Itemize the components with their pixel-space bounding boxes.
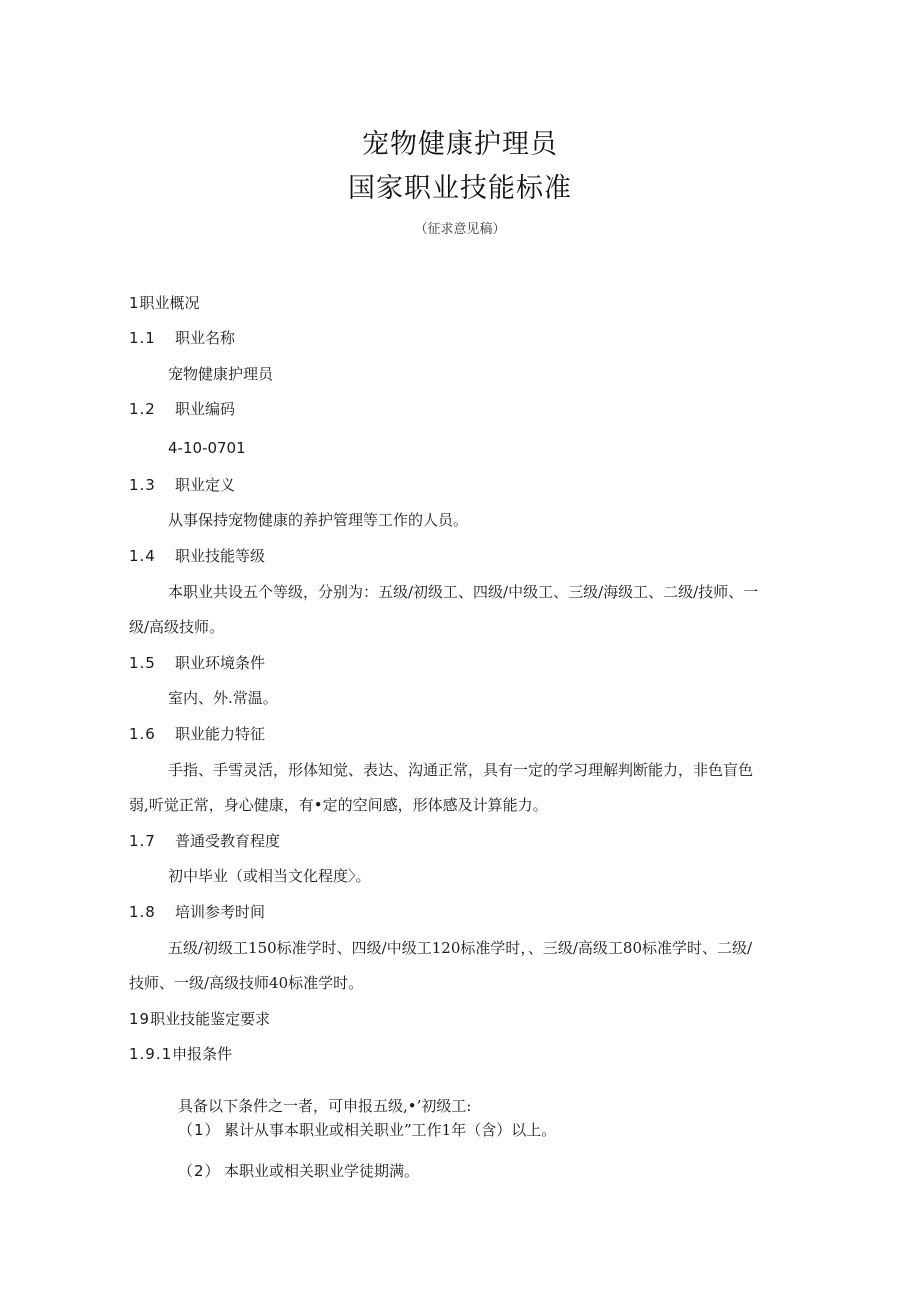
- section-number: 1.8: [129, 903, 156, 921]
- list-item: [178, 1161, 419, 1181]
- paragraph: 五级/初级工150标准学时、四级/中级工120标准学时，、三级/高级工80标准学时、二级/: [168, 939, 753, 957]
- list-item-text: 本职业或相关职业学徒期满。: [224, 1162, 420, 1180]
- section-heading: [129, 902, 265, 922]
- section-number: 1.7: [129, 832, 156, 850]
- section-label: 培训参考时间: [175, 903, 266, 921]
- section-heading: [129, 293, 200, 313]
- section-number: 1.3: [129, 476, 156, 494]
- section-number: 1: [129, 294, 140, 312]
- section-heading: [129, 724, 265, 744]
- list-item-text: 累计从事本职业或相关职业”工作1年（含）以上。: [224, 1121, 557, 1139]
- section-heading: [129, 475, 235, 495]
- section-heading: [129, 1009, 270, 1029]
- section-heading: [129, 653, 265, 673]
- section-heading: [129, 831, 280, 851]
- list-item: [178, 1120, 556, 1140]
- section-number: 1.5: [129, 654, 156, 672]
- paragraph: 弱,听觉正常，身心健康，有•定的空间感，形体感及计算能力。: [129, 796, 548, 814]
- paragraph: 宠物健康护理员: [168, 365, 274, 383]
- section-heading: [129, 546, 265, 566]
- paragraph: 级/高级技师。: [129, 618, 225, 636]
- section-heading: [129, 328, 235, 348]
- paragraph: 本职业共设五个等级，分别为：五级/初级工、四级/中级工、三级/海级工、二级/技师、一: [168, 583, 759, 601]
- section-label: 职业技能鉴定要求: [150, 1010, 271, 1028]
- section-number: 1.4: [129, 547, 156, 565]
- paragraph: 技师、一级/高级技师40标准学时。: [129, 974, 364, 992]
- occupation-code: 4-10-0701: [168, 439, 246, 457]
- section-number: 19: [129, 1010, 151, 1028]
- section-label: 职业技能等级: [175, 547, 266, 565]
- document-title-line1: 宠物健康护理员: [362, 129, 558, 160]
- section-heading: [129, 399, 235, 419]
- section-label: 普通受教育程度: [175, 832, 281, 850]
- section-label: 职业能力特征: [175, 725, 266, 743]
- document-title-line2: 国家职业技能标准: [348, 173, 572, 204]
- section-number: 1.6: [129, 725, 156, 743]
- section-label: 职业名称: [175, 329, 236, 347]
- section-label: 职业环境条件: [175, 654, 266, 672]
- section-number: 1.9.1: [129, 1045, 173, 1063]
- section-label: 职业定义: [175, 476, 236, 494]
- document-subtitle: （征求意见稿）: [414, 222, 506, 237]
- paragraph: 初中毕业（或相当文化程度〉。: [168, 867, 371, 885]
- list-item-number: （2）: [178, 1162, 221, 1180]
- paragraph: 室内、外.常温。: [168, 689, 278, 707]
- paragraph: 从事保持宠物健康的养护管理等工作的人员。: [168, 511, 469, 529]
- section-label: 申报条件: [172, 1045, 233, 1063]
- paragraph: 手指、手雪灵活，形体知觉、表达、沟通正常，具有一定的学习理解判断能力，非色盲色: [168, 761, 754, 779]
- section-number: 1.1: [129, 329, 156, 347]
- list-item-number: （1）: [178, 1121, 221, 1139]
- section-label: 职业概况: [139, 294, 200, 312]
- section-heading: [129, 1044, 232, 1064]
- section-number: 1.2: [129, 400, 156, 418]
- paragraph: 具备以下条件之一者，可申报五级,•’初级工:: [178, 1097, 472, 1115]
- section-label: 职业编码: [175, 400, 236, 418]
